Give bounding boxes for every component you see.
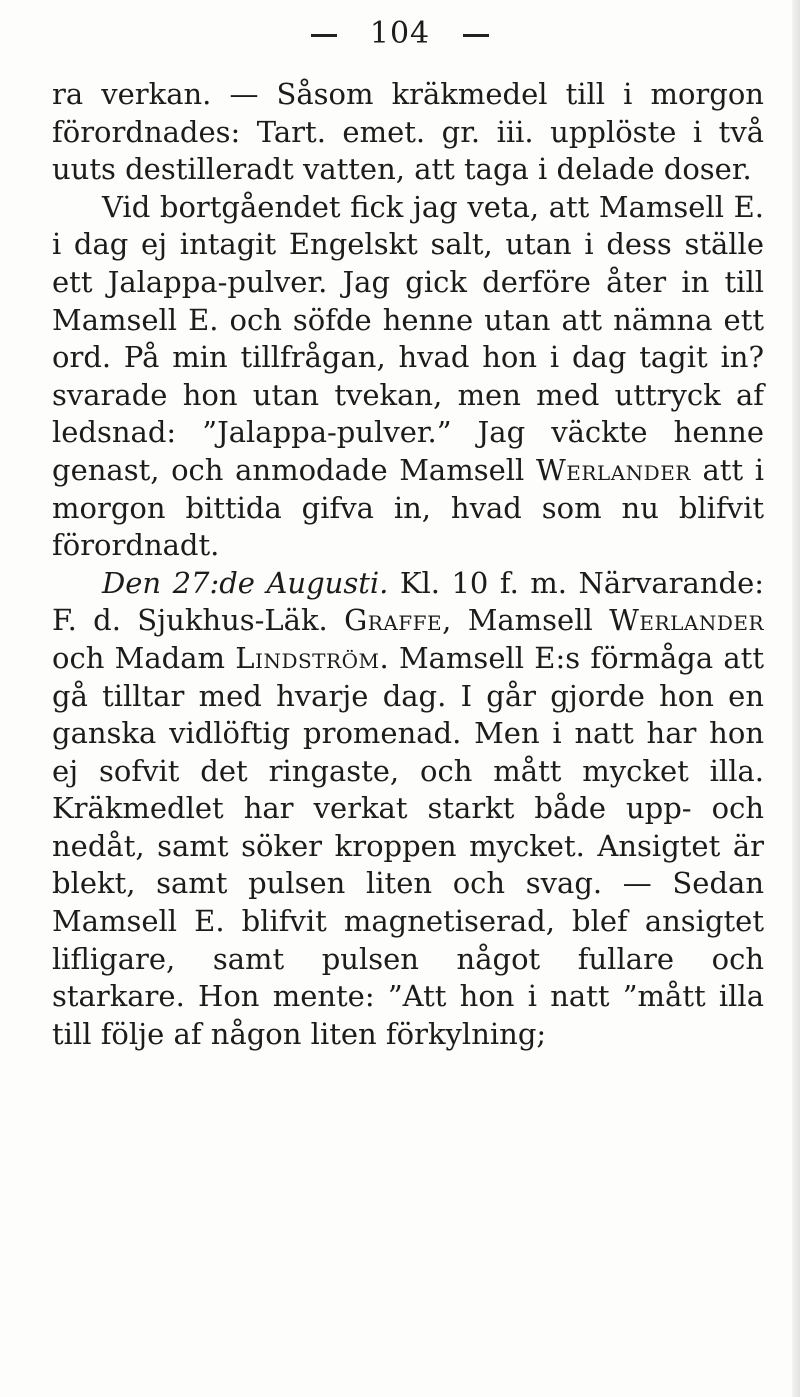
text-run: . Mamsell E:s förmåga att gå tilltar med hvarje dag. I går gjorde hon en ganska vidlöftig promenad. Men i natt har hon ej sofvit det ringaste, och mått mycket illa. Kräkmedlet har verkat starkt både upp- och nedåt, samt söker kroppen mycket. Ansigtet är blekt, samt pulsen liten och svag. — Sedan Mamsell E. blifvit magnetiserad, blef ansigtet lifligare, samt pulsen något fullare och starkare. Hon mente: ”Att hon i natt ”mått illa till följe af någon liten förkylning;	[52, 640, 764, 1051]
text-run: , Mamsell	[442, 603, 610, 638]
paragraph	[52, 565, 764, 1054]
page-number: 104	[369, 16, 431, 51]
name-smallcaps: Werlander	[609, 603, 765, 638]
header-dash-left	[311, 34, 337, 37]
paragraph	[52, 189, 764, 565]
name-smallcaps: Graffe	[344, 603, 443, 638]
name-smallcaps: Lindström	[235, 640, 380, 675]
text-run: ra verkan. — Såsom kräkmedel till i morgon förordnades: Tart. emet. gr. iii. upplöste i två uuts destilleradt vatten, att taga i delade doser.	[52, 77, 764, 187]
text-run: Kl. 10 f. m. Närvarande: F. d. Sjukhus-Läk.	[52, 565, 764, 638]
page-edge-shadow	[792, 0, 800, 1397]
date-italic: Den 27:de Augusti.	[102, 565, 389, 600]
text-run: och Madam	[52, 640, 236, 675]
page-header	[0, 16, 800, 51]
header-dash-right	[463, 34, 489, 37]
name-smallcaps: Werlander	[535, 452, 691, 487]
paragraph	[52, 76, 764, 189]
text-run: att i morgon bittida gifva in, hvad som nu blifvit förordnadt.	[52, 452, 765, 563]
body-text	[52, 76, 764, 1053]
text-run: Vid bortgåendet fick jag veta, att Mamsell E. i dag ej intagit Engelskt salt, utan i dess ställe ett Jalappa-pulver. Jag gick derföre åter in till Mamsell E. och söfde henne utan att nämna ett ord. På min tillfrågan, hvad hon i dag tagit in? svarade hon utan tvekan, men med uttryck af ledsnad: ”Jalappa-pulver.” Jag väckte henne genast, och anmodade Mamsell	[52, 189, 764, 487]
